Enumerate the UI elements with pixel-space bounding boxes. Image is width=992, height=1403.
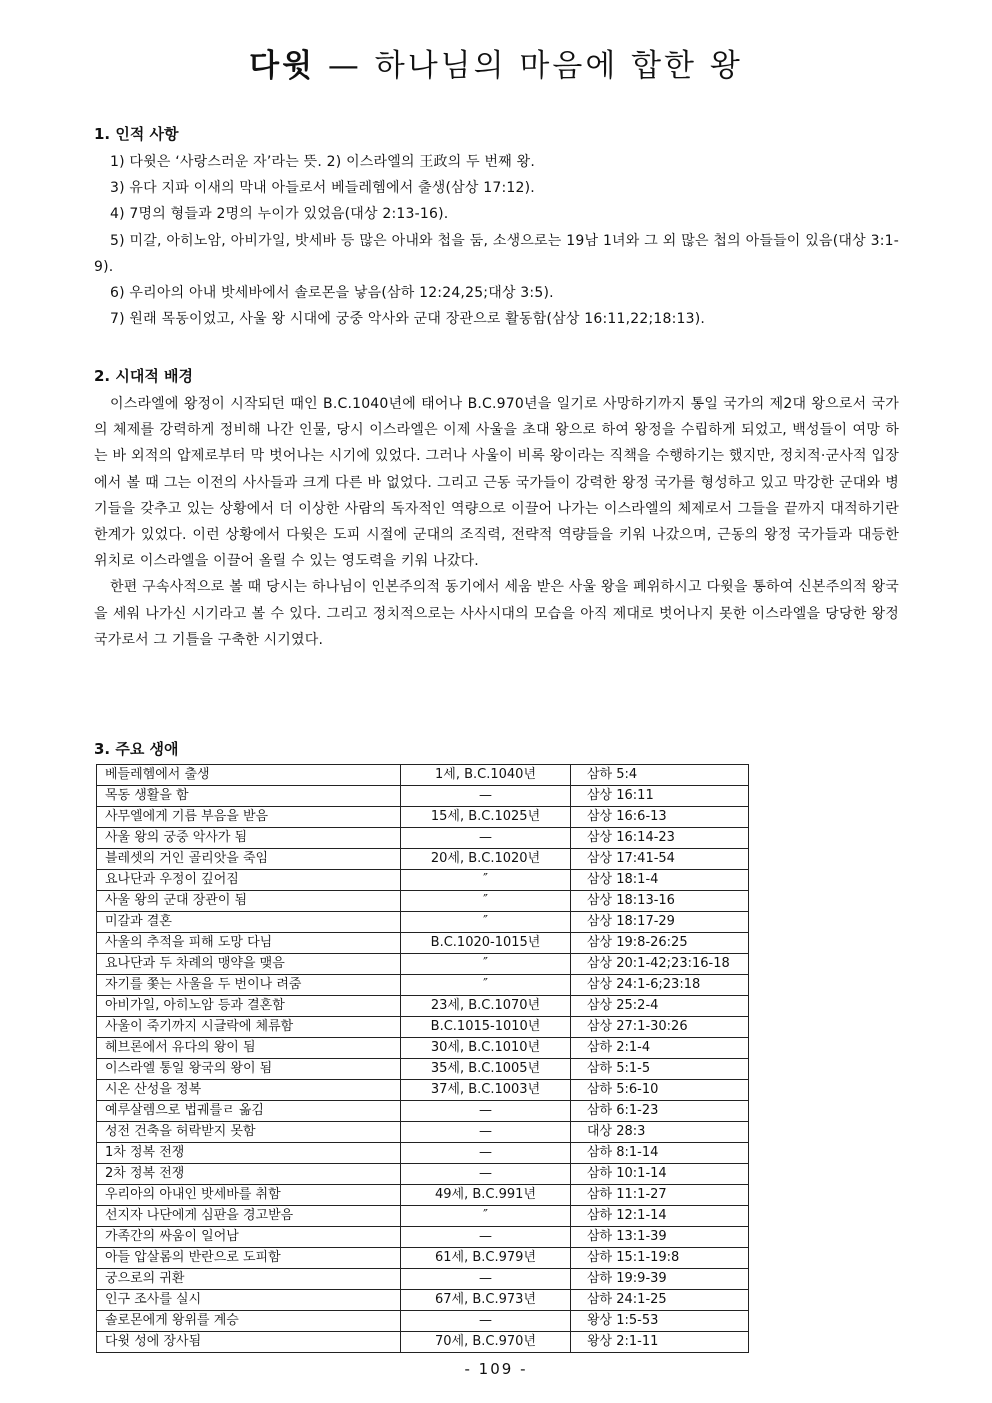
scripture-cell: 삼상 18:17-29 [571,912,749,933]
table-row [97,1248,749,1269]
event-cell: 블레셋의 거인 골리앗을 죽임 [97,849,401,870]
age-year-cell: — [401,1164,571,1185]
table-row [97,1017,749,1038]
age-year-cell: — [401,1101,571,1122]
section-heading: 1. 인적 사항 [94,125,179,143]
scripture-cell: 삼하 13:1-39 [571,1227,749,1248]
table-row [97,1080,749,1101]
scripture-cell: 대상 28:3 [571,1122,749,1143]
event-cell: 다윗 성에 장사됨 [97,1332,401,1353]
age-year-cell: 15세, B.C.1025년 [401,807,571,828]
age-year-cell: B.C.1015-1010년 [401,1017,571,1038]
table-row [97,891,749,912]
scripture-cell: 삼상 17:41-54 [571,849,749,870]
table-row [97,1290,749,1311]
scripture-cell: 삼하 5:6-10 [571,1080,749,1101]
age-year-cell: ″ [401,975,571,996]
age-year-cell: 61세, B.C.979년 [401,1248,571,1269]
scripture-cell: 삼상 24:1-6;23:18 [571,975,749,996]
page-number: - 109 - [464,1360,528,1378]
personal-info-item: 3) 유다 지파 이새의 막내 아들로서 베들레헴에서 출생(삼상 17:12). [110,180,535,197]
scripture-cell: 왕상 1:5-53 [571,1311,749,1332]
event-cell: 시온 산성을 정복 [97,1080,401,1101]
table-row [97,954,749,975]
age-year-cell: — [401,1311,571,1332]
age-year-cell: ″ [401,912,571,933]
table-row [97,1143,749,1164]
scripture-cell: 삼하 19:9-39 [571,1269,749,1290]
event-cell: 베들레헴에서 출생 [97,765,401,786]
event-cell: 사무엘에게 기름 부음을 받음 [97,807,401,828]
table-row [97,1269,749,1290]
event-cell: 요나단과 우정이 깊어짐 [97,870,401,891]
event-cell: 우리아의 아내인 밧세바를 취함 [97,1185,401,1206]
table-row [97,1206,749,1227]
scripture-cell: 삼하 6:1-23 [571,1101,749,1122]
table-row [97,1311,749,1332]
age-year-cell: B.C.1020-1015년 [401,933,571,954]
event-cell: 아비가일, 아히노암 등과 결혼함 [97,996,401,1017]
section-historical-background [94,365,899,653]
event-cell: 2차 정복 전쟁 [97,1164,401,1185]
table-row [97,870,749,891]
table-row [97,765,749,786]
table-row [97,807,749,828]
personal-info-item: 4) 7명의 형들과 2명의 누이가 있었음(대상 2:13-16). [110,206,449,223]
age-year-cell: — [401,1269,571,1290]
table-row [97,1101,749,1122]
age-year-cell: 37세, B.C.1003년 [401,1080,571,1101]
event-cell: 선지자 나단에게 심판을 경고받음 [97,1206,401,1227]
table-row [97,975,749,996]
age-year-cell: 1세, B.C.1040년 [401,765,571,786]
scripture-cell: 삼상 27:1-30:26 [571,1017,749,1038]
event-cell: 아들 압살롬의 반란으로 도피함 [97,1248,401,1269]
age-year-cell: 23세, B.C.1070년 [401,996,571,1017]
table-row [97,1332,749,1353]
section-heading: 2. 시대적 배경 [94,367,194,385]
table-row [97,912,749,933]
event-cell: 목동 생활을 함 [97,786,401,807]
life-events-table [96,764,749,1353]
background-text [94,391,899,653]
section-personal-info [94,123,899,332]
scripture-cell: 삼하 24:1-25 [571,1290,749,1311]
section-heading: 3. 주요 생애 [94,740,179,758]
personal-info-item: 1) 다윗은 ‘사랑스러운 자’라는 뜻. 2) 이스라엘의 王政의 두 번째 왕. [110,154,535,170]
age-year-cell: 30세, B.C.1010년 [401,1038,571,1059]
event-cell: 사울 왕의 궁중 악사가 됨 [97,828,401,849]
table-row [97,786,749,807]
table-row [97,1059,749,1080]
scripture-cell: 삼하 11:1-27 [571,1185,749,1206]
scripture-cell: 삼하 12:1-14 [571,1206,749,1227]
background-paragraph: 한편 구속사적으로 볼 때 당시는 하나님이 인본주의적 동기에서 세움 받은 사울 왕을 폐위하시고 다윗을 통하여 신본주의적 왕국을 세워 나가신 시기라고 볼 수 있다. 그리고 정치적으로는 사사시대의 모습을 아직 제대로 벗어나지 못한 이스라엘을 당당한 왕정 국가로서 그 기틀을 구축한 시기였다. [94,579,899,648]
personal-info-item: 6) 우리아의 아내 밧세바에서 솔로몬을 낳음(삼하 12:24,25;대상 3:5). [110,285,554,302]
table-row [97,996,749,1017]
event-cell: 요나단과 두 차례의 맹약을 맺음 [97,954,401,975]
table-row [97,1122,749,1143]
age-year-cell: ″ [401,870,571,891]
event-cell: 이스라엘 통일 왕국의 왕이 됨 [97,1059,401,1080]
event-cell: 사울 왕의 군대 장관이 됨 [97,891,401,912]
title-subtitle: — 하나님의 마음에 합한 왕 [315,48,743,84]
personal-info-list [94,149,899,332]
event-cell: 예루살렘으로 법궤를ㄹ 옮김 [97,1101,401,1122]
scripture-cell: 삼하 2:1-4 [571,1038,749,1059]
age-year-cell: — [401,1227,571,1248]
scripture-cell: 삼하 8:1-14 [571,1143,749,1164]
age-year-cell: ″ [401,1206,571,1227]
event-cell: 사울의 추적을 피해 도망 다님 [97,933,401,954]
age-year-cell: ″ [401,954,571,975]
event-cell: 인구 조사를 실시 [97,1290,401,1311]
event-cell: 가족간의 싸움이 일어남 [97,1227,401,1248]
scripture-cell: 삼상 20:1-42;23:16-18 [571,954,749,975]
table-row [97,828,749,849]
scripture-cell: 삼상 16:14-23 [571,828,749,849]
age-year-cell: — [401,1143,571,1164]
scripture-cell: 삼상 19:8-26:25 [571,933,749,954]
age-year-cell: ″ [401,891,571,912]
section-main-life [94,738,899,764]
page-title [0,40,992,85]
age-year-cell: 35세, B.C.1005년 [401,1059,571,1080]
age-year-cell: — [401,828,571,849]
table-row [97,849,749,870]
scripture-cell: 삼하 5:1-5 [571,1059,749,1080]
scripture-cell: 삼상 18:1-4 [571,870,749,891]
table-row [97,1227,749,1248]
scripture-cell: 삼상 16:11 [571,786,749,807]
title-name: 다윗 [249,48,316,84]
age-year-cell: 67세, B.C.973년 [401,1290,571,1311]
event-cell: 성전 건축을 허락받지 못함 [97,1122,401,1143]
event-cell: 미갈과 결혼 [97,912,401,933]
table-row [97,1185,749,1206]
scripture-cell: 삼하 5:4 [571,765,749,786]
background-paragraph: 이스라엘에 왕정이 시작되던 때인 B.C.1040년에 태어나 B.C.970년을 일기로 사망하기까지 통일 국가의 제2대 왕으로서 국가의 체제를 강력하게 정비해 나간 인물, 당시 이스라엘은 이제 사울을 초대 왕으로 하여 왕정을 수립하게 되었고, 백성들이 여망 하는 바 외적의 압제로부터 막 벗어나는 시기에 있었다. 그러나 사울이 비록 왕이라는 직책을 수행하기는 했지만, 정치적·군사적 입장에서 볼 때 그는 이전의 사사들과 크게 다른 바 없었다. 그리고 근동 국가들이 강력한 왕정 국가를 형성하고 있고 막강한 군대와 병기들을 갖추고 있는 상황에서 더 이상한 사람의 독자적인 역량으로 이끌어 나가는 이스라엘의 체제로서 그들을 끝까지 대적하기란 한계가 있었다. 이런 상황에서 다윗은 도피 시절에 군대의 조직력, 전략적 역량들을 키워 나갔으며, 근동의 왕정 국가들과 대등한 위치로 이스라엘을 이끌어 올릴 수 있는 영도력을 키워 나갔다. [94,396,899,570]
age-year-cell: — [401,1122,571,1143]
scripture-cell: 삼상 16:6-13 [571,807,749,828]
scripture-cell: 삼상 25:2-4 [571,996,749,1017]
table-row [97,1038,749,1059]
age-year-cell: 20세, B.C.1020년 [401,849,571,870]
scripture-cell: 삼상 18:13-16 [571,891,749,912]
event-cell: 궁으로의 귀환 [97,1269,401,1290]
age-year-cell: 70세, B.C.970년 [401,1332,571,1353]
table-row [97,933,749,954]
scripture-cell: 삼하 15:1-19:8 [571,1248,749,1269]
scripture-cell: 삼하 10:1-14 [571,1164,749,1185]
personal-info-item: 7) 원래 목동이었고, 사울 왕 시대에 궁중 악사와 군대 장관으로 활동함(삼상 16:11,22;18:13). [110,311,706,328]
age-year-cell: 49세, B.C.991년 [401,1185,571,1206]
event-cell: 솔로몬에게 왕위를 계승 [97,1311,401,1332]
personal-info-item: 5) 미갈, 아히노암, 아비가일, 밧세바 등 많은 아내와 첩을 둠, 소생으로는 19남 1녀와 그 외 많은 첩의 아들들이 있음(대상 3:1-9). [94,232,899,275]
scripture-cell: 왕상 2:1-11 [571,1332,749,1353]
event-cell: 자기를 쫓는 사울을 두 번이나 려줌 [97,975,401,996]
age-year-cell: — [401,786,571,807]
event-cell: 1차 정복 전쟁 [97,1143,401,1164]
event-cell: 사울이 죽기까지 시글락에 체류함 [97,1017,401,1038]
table-row [97,1164,749,1185]
event-cell: 헤브론에서 유다의 왕이 됨 [97,1038,401,1059]
